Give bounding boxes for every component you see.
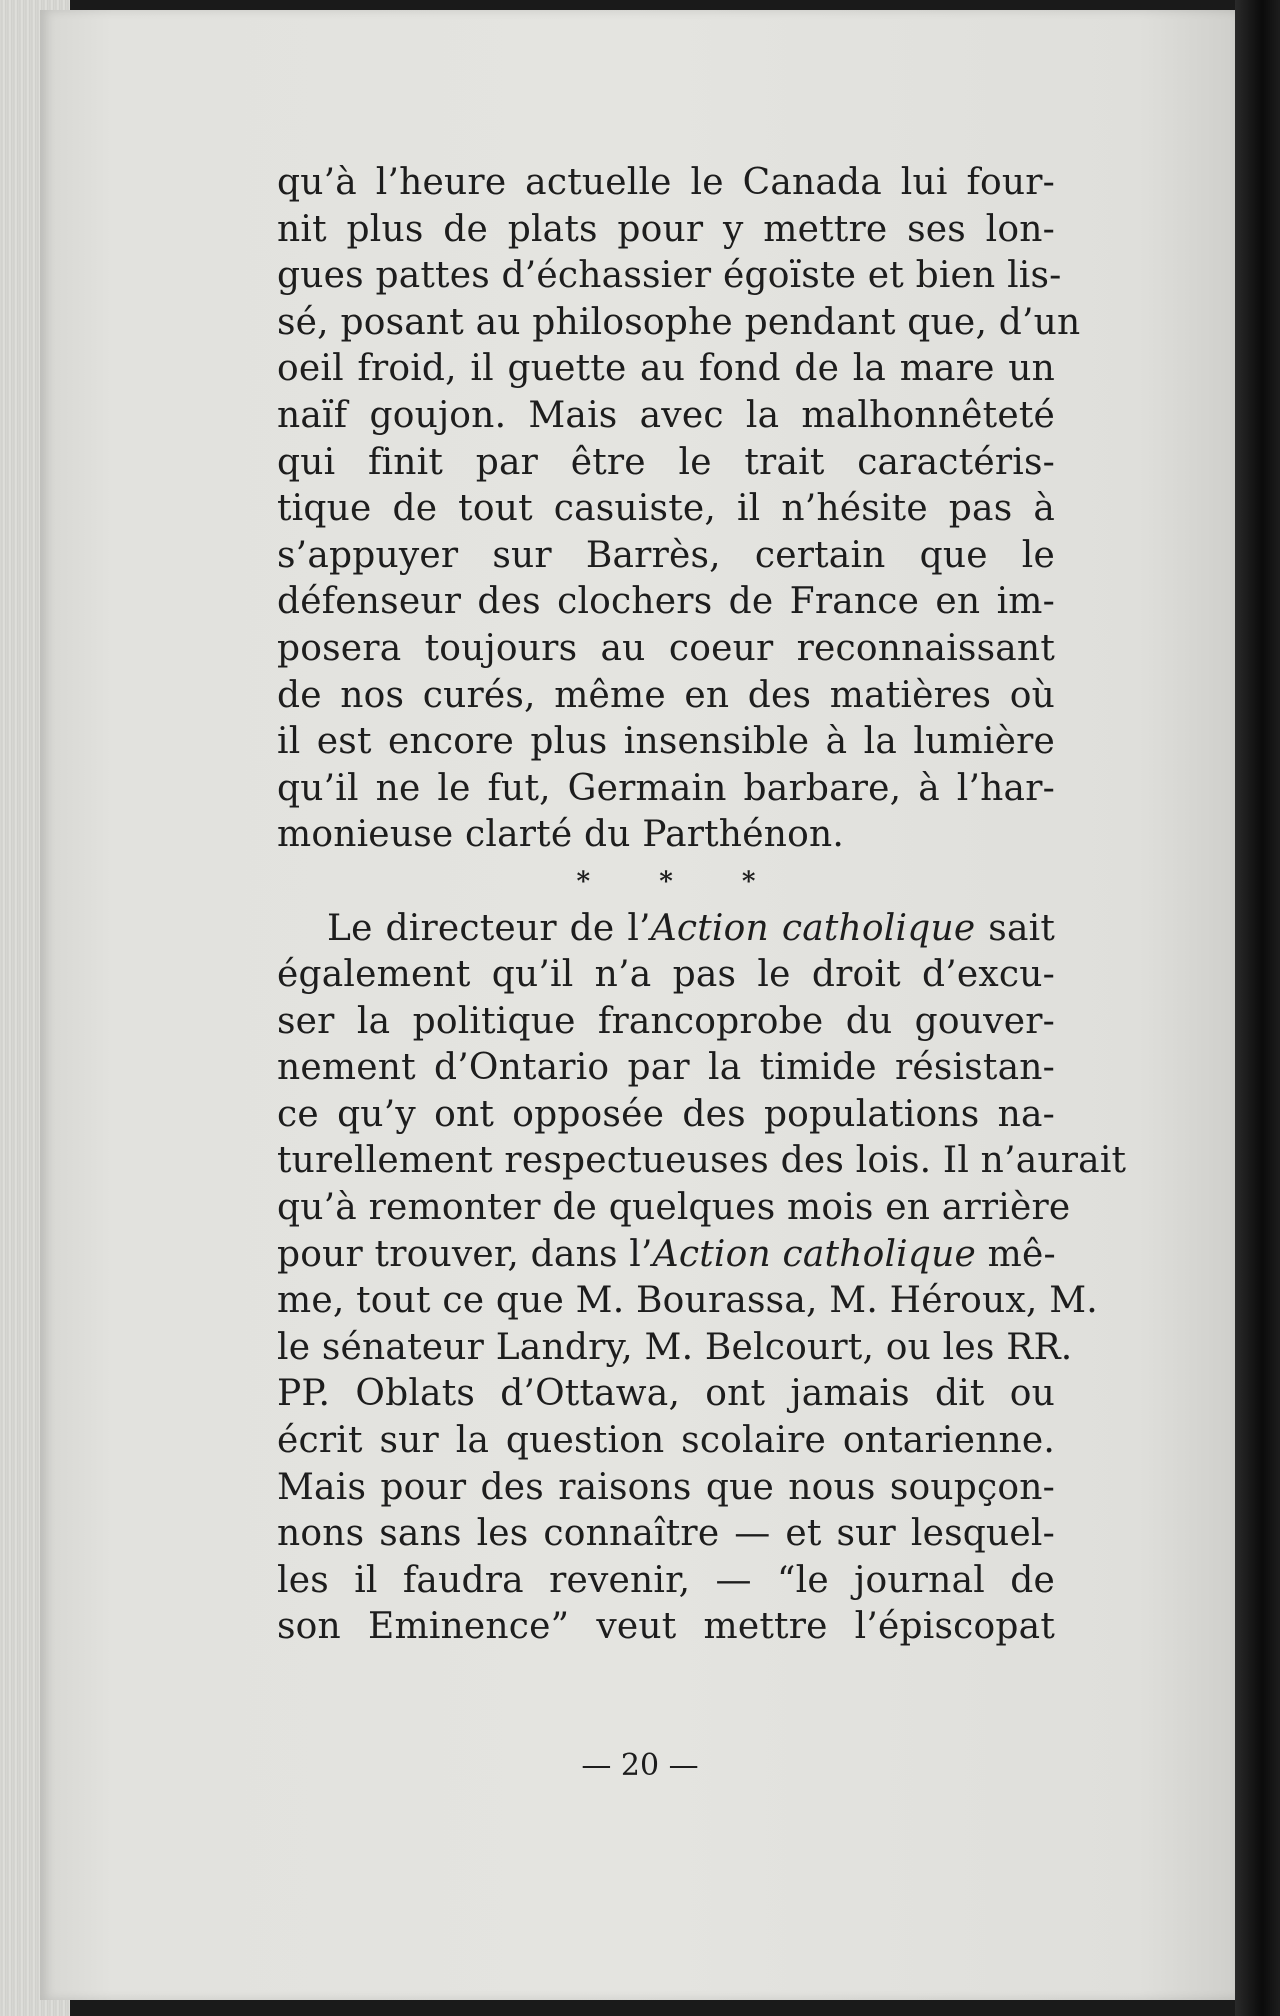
section-separator: * * * <box>576 866 786 897</box>
text-line: ser la politique francoprobe du gouver- <box>277 1000 1055 1042</box>
text-run: mê- <box>976 1233 1056 1275</box>
text-line: qu’à remonter de quelques mois en arrière <box>277 1187 1071 1229</box>
italic-title: Action catholique <box>652 1233 977 1275</box>
text-line <box>277 1232 1055 1279</box>
italic-title: Action catholique <box>650 907 976 949</box>
text-line: le sénateur Landry, M. Belcourt, ou les RR. <box>277 1326 1073 1368</box>
text-line: gues pattes d’échassier égoïste et bien lis- <box>277 255 1062 297</box>
text-line: naïf goujon. Mais avec la malhonnêteté <box>277 394 1055 436</box>
text-run: Le directeur de l’ <box>327 907 651 949</box>
text-run: pour trouver, dans l’ <box>277 1233 653 1275</box>
text-line: tique de tout casuiste, il n’hésite pas à <box>277 488 1055 530</box>
text-line: PP. Oblats d’Ottawa, ont jamais dit ou <box>277 1373 1055 1415</box>
text-line: turellement respectueuses des lois. Il n’aurait <box>277 1140 1127 1182</box>
text-line: s’appuyer sur Barrès, certain que le <box>277 534 1055 576</box>
page-text <box>277 160 1127 1651</box>
paragraph-2 <box>277 906 1127 1652</box>
paragraph-1 <box>277 160 1081 859</box>
text-line: les il faudra revenir, — “le journal de <box>277 1559 1055 1601</box>
text-line: écrit sur la question scolaire ontarienne. <box>277 1420 1055 1462</box>
text-line <box>277 906 1055 953</box>
text-line: sé, posant au philosophe pendant que, d’un <box>277 301 1081 343</box>
text-run: sait <box>975 907 1055 949</box>
text-line: monieuse clarté du Parthénon. <box>277 814 844 856</box>
text-line: nement d’Ontario par la timide résistan- <box>277 1047 1055 1089</box>
text-line: qui finit par être le trait caractéris- <box>277 441 1055 483</box>
paragraph-2-lines-a <box>277 952 1127 1232</box>
gutter-shadow <box>1235 0 1280 2016</box>
text-line: qu’il ne le fut, Germain barbare, à l’har- <box>277 767 1055 809</box>
text-line: qu’à l’heure actuelle le Canada lui four- <box>277 162 1055 203</box>
text-line: de nos curés, même en des matières où <box>277 674 1055 716</box>
text-line: ce qu’y ont opposée des populations na- <box>277 1093 1055 1135</box>
text-line: posera toujours au coeur reconnaissant <box>277 627 1055 669</box>
paragraph-2-lines-b <box>277 1278 1098 1651</box>
text-line: nit plus de plats pour y mettre ses lon- <box>277 208 1055 250</box>
text-line: Mais pour des raisons que nous soupçon- <box>277 1466 1055 1508</box>
text-line: me, tout ce que M. Bourassa, M. Héroux, M. <box>277 1280 1098 1322</box>
text-line: défenseur des clochers de France en im- <box>277 581 1055 623</box>
text-line: oeil froid, il guette au fond de la mare un <box>277 348 1055 390</box>
page-number: — 20 — <box>581 1748 699 1783</box>
text-line: son Eminence” veut mettre l’épiscopat <box>277 1606 1055 1648</box>
text-line: il est encore plus insensible à la lumière <box>277 721 1055 763</box>
text-line: également qu’il n’a pas le droit d’excu- <box>277 954 1055 996</box>
text-line: nons sans les connaître — et sur lesquel- <box>277 1513 1055 1555</box>
